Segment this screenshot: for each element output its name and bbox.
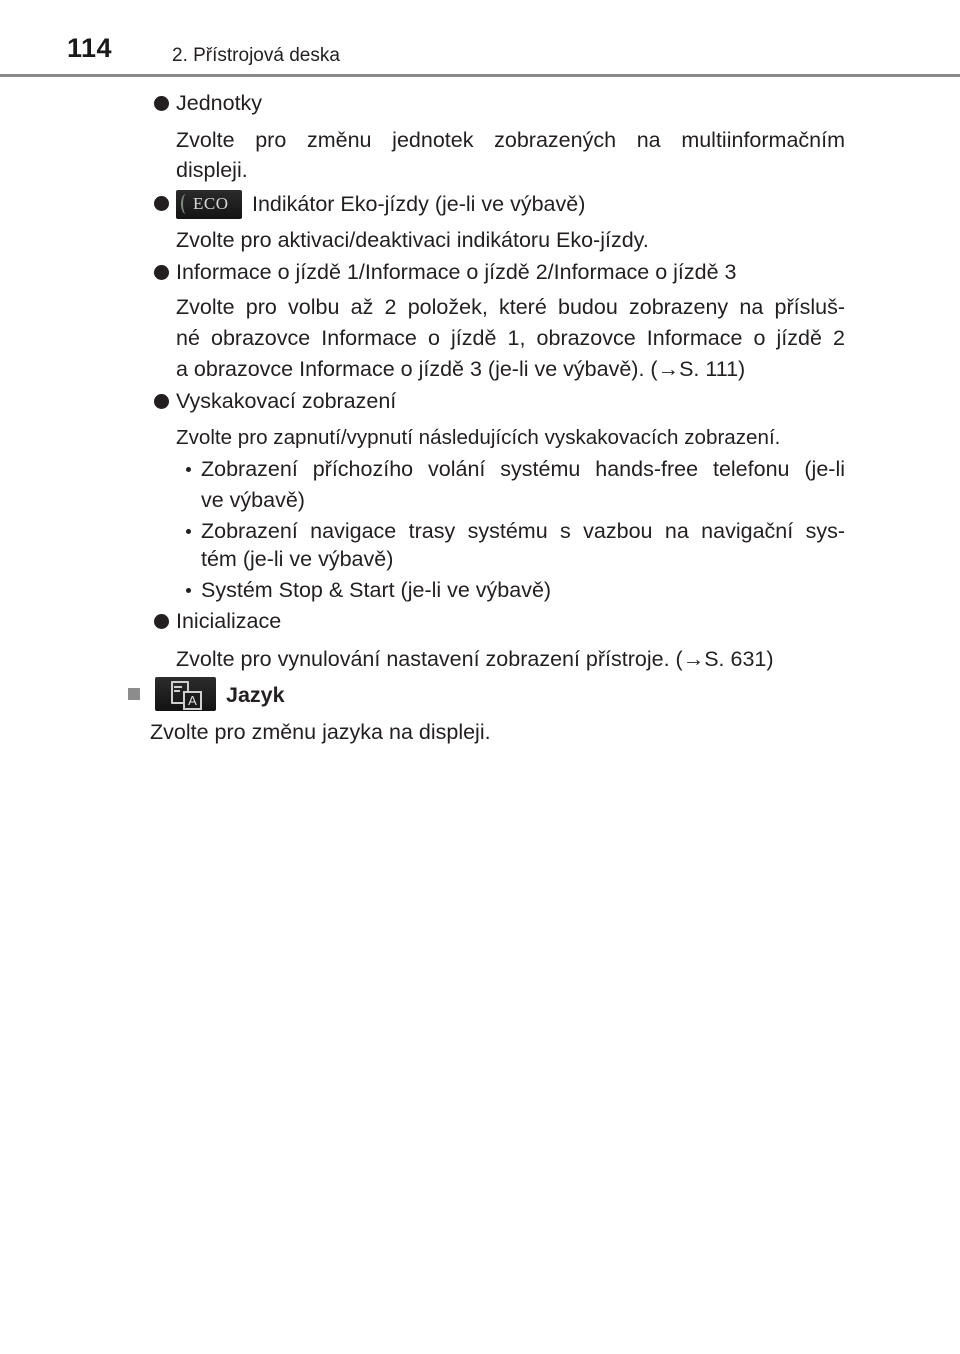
letter-a-icon: A: [183, 691, 202, 710]
popup-title: Vyskakovací zobrazení: [176, 389, 397, 413]
bullet-icon: [154, 196, 169, 211]
bullet-icon: [154, 614, 169, 629]
units-desc-line-2: displeji.: [176, 158, 248, 182]
bullet-icon: [154, 96, 169, 111]
leaf-icon: [181, 194, 191, 214]
eco-icon-label: ECO: [193, 194, 229, 213]
list-bullet-icon: [186, 588, 191, 593]
page-number: 114: [67, 33, 113, 63]
list-bullet-icon: [186, 467, 191, 472]
header-divider: [0, 74, 960, 77]
list-bullet-icon: [186, 529, 191, 534]
page-header: [0, 0, 960, 80]
eco-title: Indikátor Eko-jízdy (je-li ve výbavě): [252, 192, 586, 216]
popup-sub-1-line-2: ve výbavě): [201, 488, 305, 512]
trip-info-desc-line-1: Zvolte pro volbu až 2 položek, které budou zobrazeny na přísluš-: [176, 295, 845, 319]
bullet-icon: [154, 394, 169, 409]
language-title: Jazyk: [226, 683, 285, 707]
popup-sub-2-line-1: Zobrazení navigace trasy systému s vazbou na navigační sys-: [201, 519, 845, 543]
trip-info-desc-line-3: a obrazovce Informace o jízdě 3 (je-li ve výbavě). (→S. 111): [176, 357, 746, 381]
eco-desc: Zvolte pro aktivaci/deaktivaci indikátoru Eko-jízdy.: [176, 228, 649, 252]
init-title: Inicializace: [176, 609, 282, 633]
language-desc: Zvolte pro změnu jazyka na displeji.: [150, 720, 491, 744]
trip-info-title: Informace o jízdě 1/Informace o jízdě 2/Informace o jízdě 3: [176, 260, 737, 284]
init-desc: Zvolte pro vynulování nastavení zobrazení přístroje. (→S. 631): [176, 647, 774, 671]
units-desc-line-1: Zvolte pro změnu jednotek zobrazených na multiinformačním: [176, 128, 845, 152]
eco-indicator-icon: [176, 190, 242, 219]
section-title: 2. Přístrojová deska: [172, 45, 340, 66]
popup-sub-1-line-1: Zobrazení příchozího volání systému hands-free telefonu (je-li: [201, 457, 845, 481]
trip-info-desc-line-2: né obrazovce Informace o jízdě 1, obrazovce Informace o jízdě 2: [176, 326, 845, 350]
units-title: Jednotky: [176, 91, 263, 115]
section-square-icon: [128, 688, 140, 700]
bullet-icon: [154, 265, 169, 280]
popup-sub-2-line-2: tém (je-li ve výbavě): [201, 547, 394, 571]
language-icon: [155, 677, 216, 711]
popup-desc: Zvolte pro zapnutí/vypnutí následujících vyskakovacích zobrazení.: [176, 426, 781, 449]
popup-sub-3: Systém Stop & Start (je-li ve výbavě): [201, 578, 552, 602]
